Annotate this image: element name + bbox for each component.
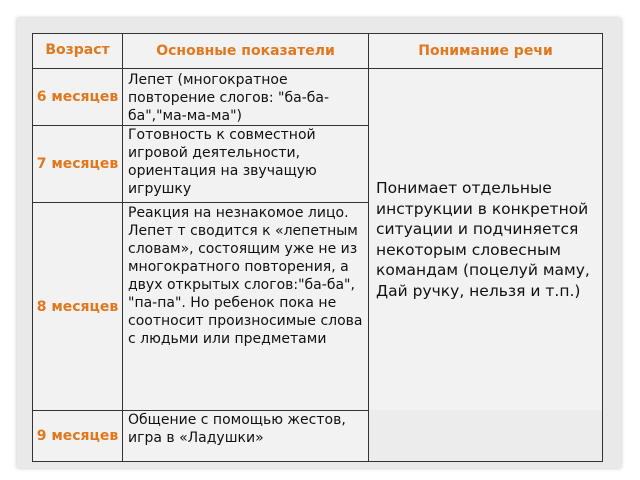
indicator-cell-6-months: Лепет (многократное повторение слогов: "ба-ба-ба","ма-ма-ма"): [122, 68, 369, 126]
speech-empty-cell-9-months: [368, 410, 603, 462]
indicator-cell-8-months: Реакция на незнакомое лицо. Лепет т сводится к «лепетным словам», состоящим уже не из многократного повторения, а двух открытых слогов:"ба-ба", "па-па". Но ребенок пока не соотносит произносимые слова с людьми или предметами: [122, 202, 369, 411]
speech-understanding-text: Понимает отдельные инструкции в конкретной ситуации и подчиняется некоторым словесным командам (поцелуй маму, Дай ручку, нельзя и т.п.): [376, 179, 590, 300]
header-age: Возраст: [32, 33, 123, 69]
age-cell-6-months: 6 месяцев: [32, 68, 123, 126]
age-cell-7-months: 7 месяцев: [32, 125, 123, 203]
age-cell-8-months: 8 месяцев: [32, 202, 123, 411]
indicator-cell-7-months: Готовность к совместной игровой деятельности, ориентация на звучащую игрушку: [122, 125, 369, 203]
indicator-cell-9-months: Общение с помощью жестов, игра в «Ладушки»: [122, 410, 369, 462]
age-cell-9-months: 9 месяцев: [32, 410, 123, 462]
speech-understanding-cell: [368, 68, 603, 411]
header-speech-understanding: Понимание речи: [368, 33, 603, 69]
header-indicators: Основные показатели: [122, 33, 369, 69]
